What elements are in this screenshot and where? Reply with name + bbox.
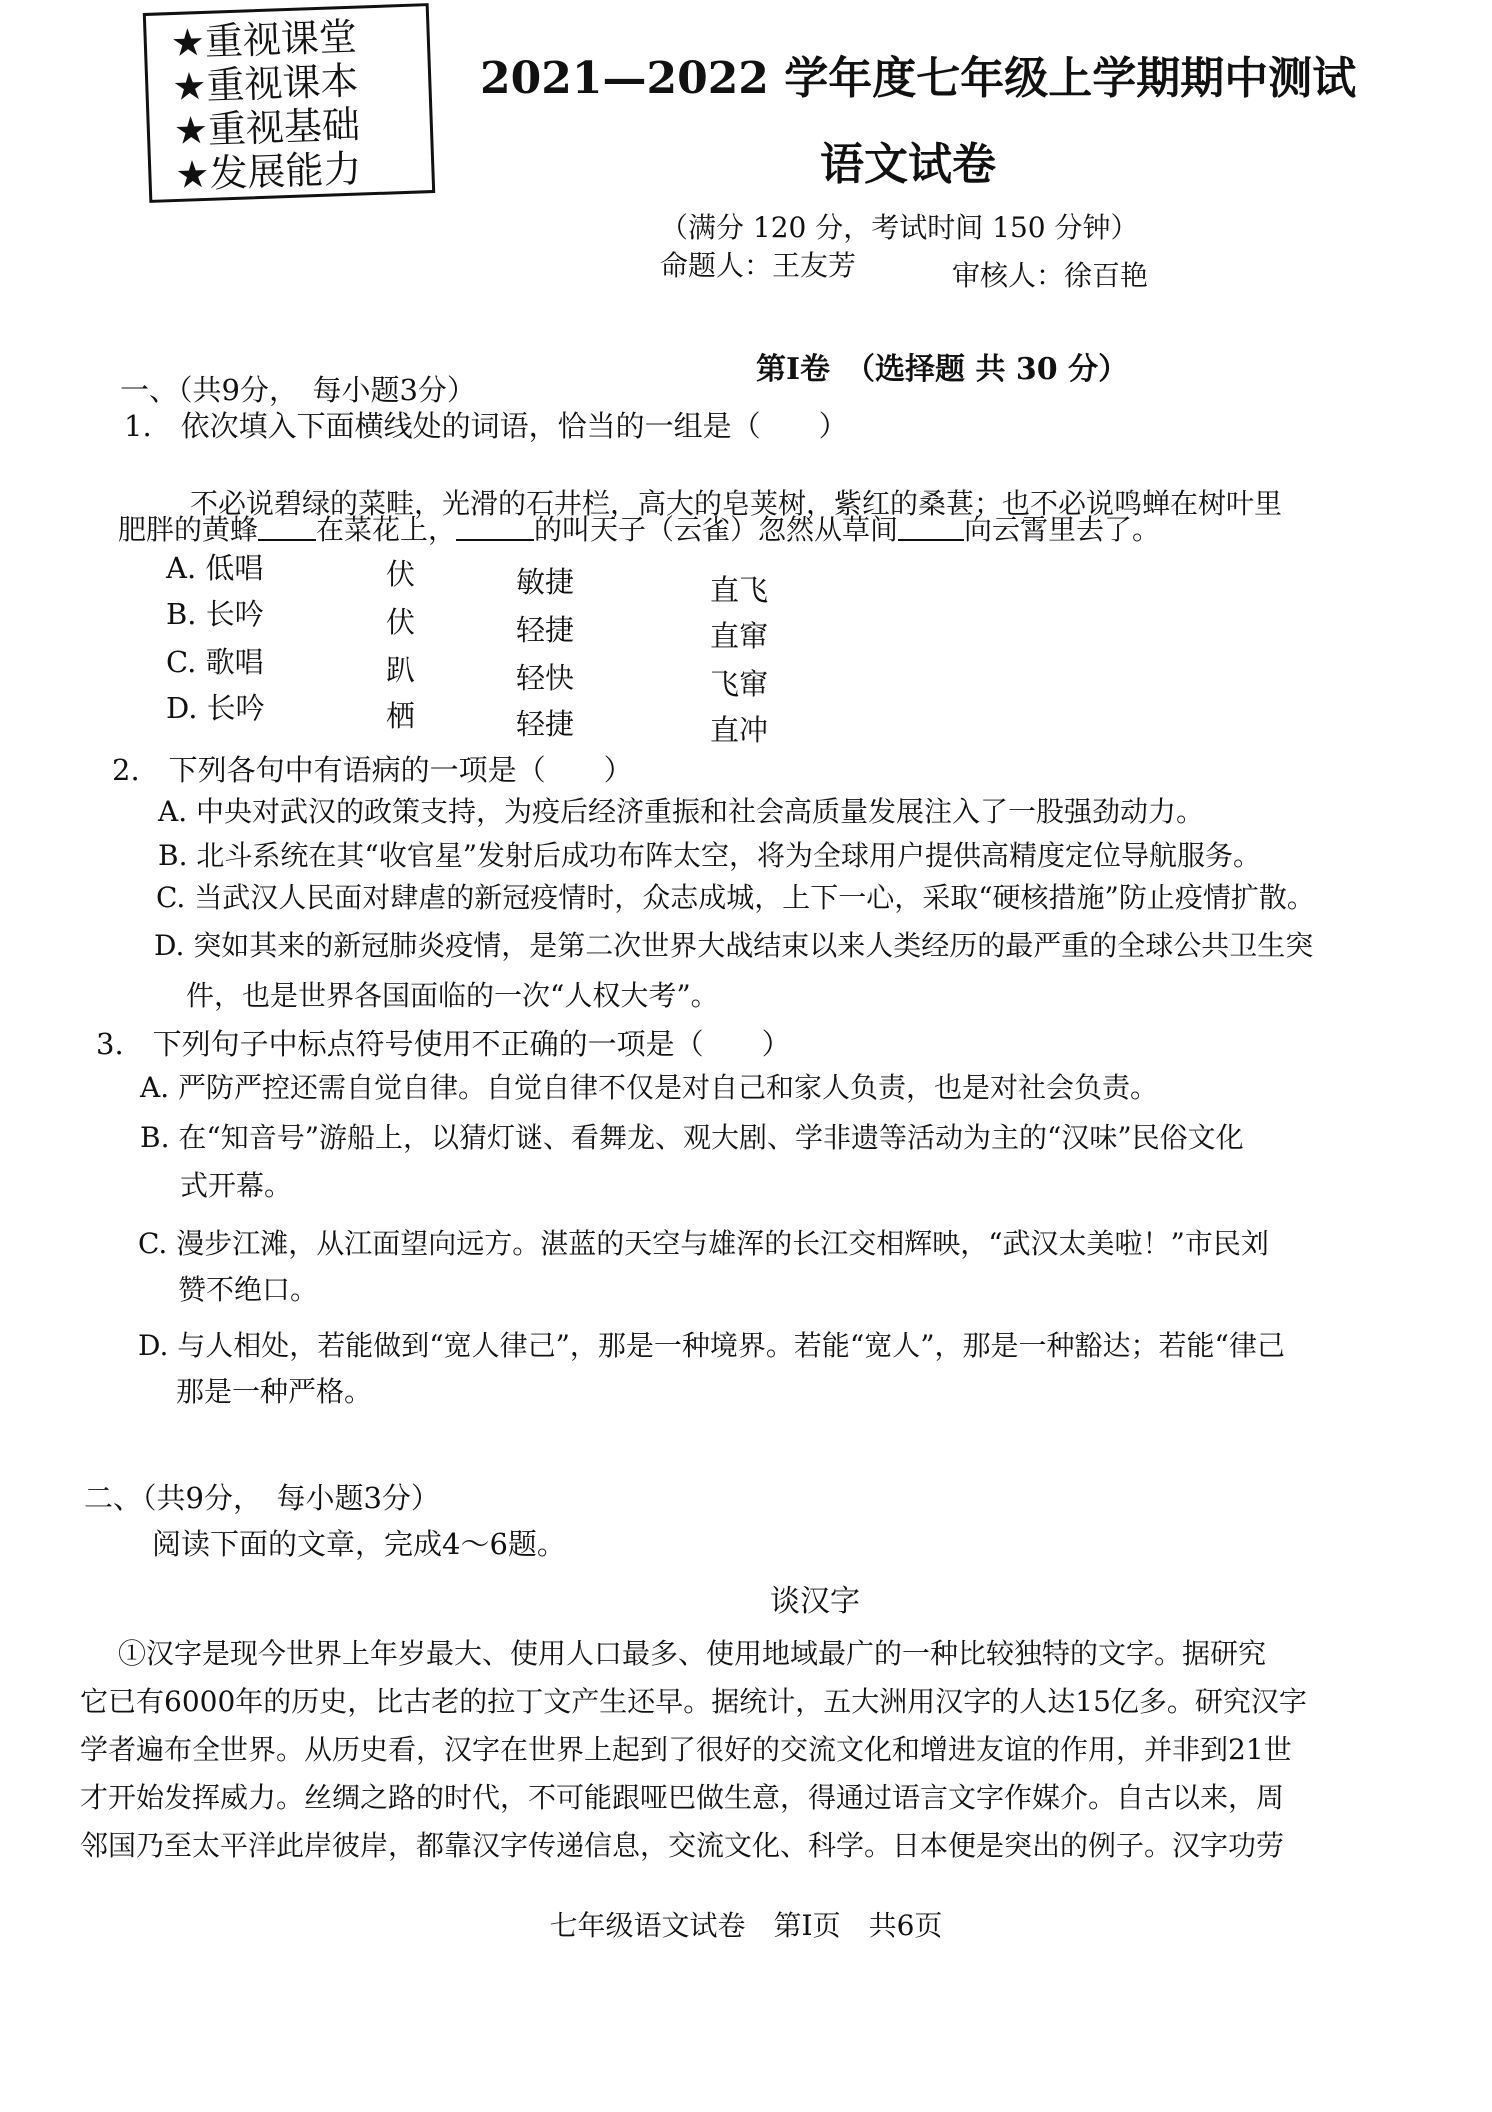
q1-option-b-3: 轻捷 — [516, 613, 575, 647]
q1-option-b-1: B. 长吟 — [166, 597, 264, 631]
section1-heading: 一、（共9分， 每小题3分） — [120, 373, 476, 407]
author: 命题人：王友芳 — [660, 249, 857, 282]
motto-stamp — [143, 3, 435, 203]
exam-subtitle: 语文试卷 — [820, 139, 996, 190]
article-title: 谈汉字 — [770, 1584, 860, 1619]
stamp-line-3: ★重视基础 — [173, 102, 361, 154]
q1-option-d-2: 栖 — [386, 699, 416, 733]
q2-option-d-line2: 件，也是世界各国面临的一次“人权大考”。 — [186, 979, 719, 1012]
q1-option-d-3: 轻捷 — [516, 707, 575, 741]
score-time: （满分 120 分，考试时间 150 分钟） — [660, 211, 1139, 244]
stamp-line-2: ★重视课本 — [171, 58, 360, 110]
blank-2 — [456, 511, 534, 541]
volume-heading: 第Ⅰ卷 （选择题 共 30 分） — [756, 352, 1129, 387]
q1-option-c-2: 趴 — [386, 653, 416, 687]
article-line-2: 它已有6000年的历史，比古老的拉丁文产生还早。据统计，五大洲用汉字的人达15亿多。研究汉字 — [80, 1685, 1307, 1718]
article-line-3: 学者遍布全世界。从历史看，汉字在世界上起到了很好的交流文化和增进友谊的作用，并非到21世 — [80, 1733, 1292, 1766]
q3-option-d-line1: D. 与人相处，若能做到“宽人律己”，那是一种境界。若能“宽人”，那是一种豁达；若能“律己 — [138, 1329, 1285, 1362]
q2-option-a: A. 中央对武汉的政策支持，为疫后经济重振和社会高质量发展注入了一股强劲动力。 — [158, 795, 1205, 828]
blank-1 — [258, 511, 316, 541]
section2-heading: 二、（共9分， 每小题3分） — [84, 1481, 440, 1515]
q1-option-b-2: 伏 — [386, 605, 416, 639]
q1-passage-line2 — [118, 508, 1160, 548]
q1-passage-line1: 不必说碧绿的菜畦，光滑的石井栏，高大的皂荚树，紫红的桑葚；也不必说鸣蝉在树叶里 — [190, 487, 1283, 520]
article-line-5: 邻国乃至太平洋此岸彼岸，都靠汉字传递信息，交流文化、科学。日本便是突出的例子。汉字功劳 — [80, 1829, 1285, 1862]
q3-stem: 3. 下列句子中标点符号使用不正确的一项是（ ） — [96, 1027, 791, 1061]
q1-option-a-1: A. 低唱 — [166, 551, 264, 585]
q1-stem: 1. 依次填入下面横线处的词语，恰当的一组是（ ） — [124, 409, 848, 443]
q1-option-c-1: C. 歌唱 — [166, 645, 264, 679]
stamp-line-4: ★发展能力 — [174, 146, 363, 197]
article-line-4: 才开始发挥威力。丝绸之路的时代，不可能跟哑巴做生意，得通过语言文字作媒介。自古以来，周 — [80, 1781, 1285, 1814]
q1-option-b-4: 直窜 — [710, 619, 769, 653]
q1-option-a-2: 伏 — [386, 557, 416, 591]
section2-instruction: 阅读下面的文章，完成4～6题。 — [152, 1527, 566, 1561]
q1-passage-b: 在菜花上， — [316, 513, 457, 546]
reviewer: 审核人：徐百艳 — [952, 259, 1149, 292]
q2-option-b: B. 北斗系统在其“收官星”发射后成功布阵太空，将为全球用户提供高精度定位导航服务。 — [158, 839, 1262, 872]
blank-3 — [898, 511, 964, 541]
page-footer: 七年级语文试卷 第Ⅰ页 共6页 — [549, 1909, 943, 1942]
q1-option-c-4: 飞窜 — [710, 667, 769, 701]
q2-stem: 2. 下列各句中有语病的一项是（ ） — [112, 753, 633, 787]
q1-option-c-3: 轻快 — [516, 661, 575, 695]
q3-option-b-line1: B. 在“知音号”游船上，以猜灯谜、看舞龙、观大剧、学非遗等活动为主的“汉味”民俗文化 — [140, 1121, 1244, 1154]
stamp-line-1: ★重视课堂 — [170, 14, 358, 66]
q3-option-c-line1: C. 漫步江滩，从江面望向远方。湛蓝的天空与雄浑的长江交相辉映，“武汉太美啦！”市民刘 — [138, 1227, 1269, 1260]
q3-option-c-line2: 赞不绝口。 — [178, 1273, 319, 1306]
q1-passage-a: 肥胖的黄蜂 — [118, 513, 259, 546]
q3-option-a: A. 严防严控还需自觉自律。自觉自律不仅是对自己和家人负责，也是对社会负责。 — [140, 1071, 1159, 1104]
article-line-1: ①汉字是现今世界上年岁最大、使用人口最多、使用地域最广的一种比较独特的文字。据研究 — [118, 1637, 1267, 1670]
exam-title: 2021—2022 学年度七年级上学期期中测试 — [480, 53, 1357, 104]
q1-option-a-3: 敏捷 — [516, 565, 575, 599]
q2-option-d-line1: D. 突如其来的新冠肺炎疫情，是第二次世界大战结束以来人类经历的最严重的全球公共卫生突 — [154, 929, 1314, 962]
q1-option-d-4: 直冲 — [710, 713, 769, 747]
q2-option-c: C. 当武汉人民面对肆虐的新冠疫情时，众志成城，上下一心，采取“硬核措施”防止疫情扩散。 — [156, 881, 1315, 914]
q1-option-d-1: D. 长吟 — [166, 691, 265, 725]
q1-passage-c: 的叫天子（云雀）忽然从草间 — [534, 513, 899, 546]
q3-option-b-line2: 式开幕。 — [180, 1169, 293, 1202]
q1-passage-d: 向云霄里去了。 — [964, 513, 1161, 546]
q1-option-a-4: 直飞 — [710, 573, 769, 607]
q3-option-d-line2: 那是一种严格。 — [176, 1375, 373, 1408]
